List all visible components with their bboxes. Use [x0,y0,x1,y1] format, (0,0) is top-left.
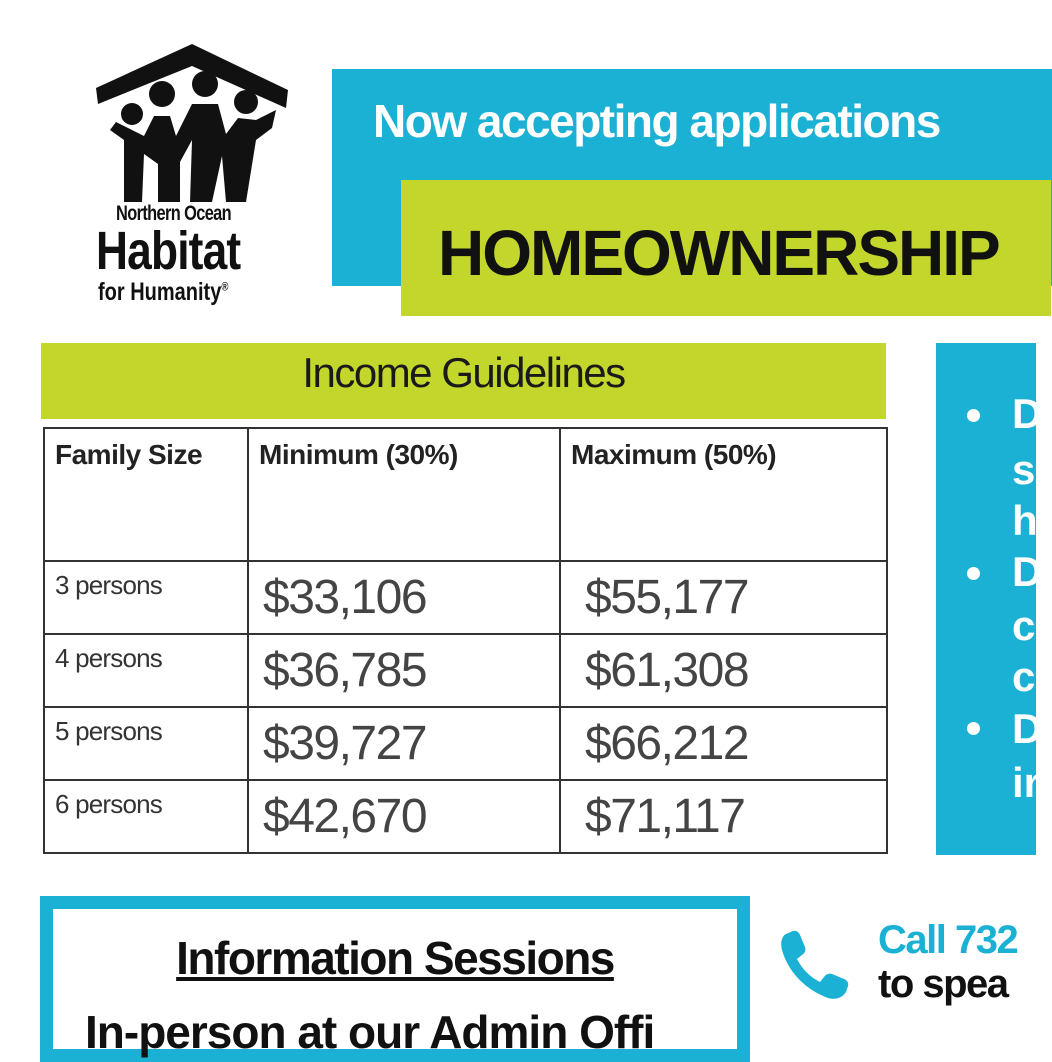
information-sessions-box [40,896,750,1062]
income-table [43,427,888,854]
program-title: HOMEOWNERSHIP [438,217,999,289]
information-sessions-title: Information Sessions [176,932,614,984]
minimum-income-cell: $33,106 [248,561,560,634]
registered-mark: ® [221,279,229,294]
call-speak-text: to spea [878,962,1008,1006]
family-size-cell: 4 persons [44,634,248,707]
table-row [44,634,887,707]
information-sessions-location: In-person at our Admin Offi [85,1006,655,1058]
maximum-income-cell: $55,177 [560,561,887,634]
bullet-text-fragment: s [1012,446,1036,493]
bullet-text-fragment: h [1012,497,1038,544]
logo-org-line3-text: for Humanity [98,278,222,306]
income-guidelines-title: Income Guidelines [302,349,625,396]
column-header-minimum: Minimum (30%) [248,428,560,561]
family-size-cell: 5 persons [44,707,248,780]
bullet-dot [967,409,980,422]
logo-org-line3 [98,280,228,305]
bullet-text-fragment: D [1012,548,1043,595]
table-row [44,780,887,853]
bullet-dot [967,722,980,735]
logo-org-line2: Habitat [96,221,241,281]
column-header-maximum: Maximum (50%) [560,428,887,561]
maximum-income-cell: $66,212 [560,707,887,780]
table-header-row [44,428,887,561]
family-size-cell: 6 persons [44,780,248,853]
call-phone-text: Call 732 [878,918,1018,962]
income-guidelines-header [41,343,886,419]
habitat-logo [92,44,302,314]
column-header-family-size: Family Size [44,428,248,561]
family-size-cell: 3 persons [44,561,248,634]
habitat-house-people-icon [96,44,286,204]
bullet-text-fragment: D [1012,390,1043,437]
logo-org-line1: Northern Ocean [116,202,232,225]
table-row [44,707,887,780]
maximum-income-cell: $71,117 [560,780,887,853]
bullet-text-fragment: c [1012,602,1036,649]
bullet-text-fragment: ir [1012,759,1041,806]
accepting-text: Now accepting applications [373,95,940,147]
minimum-income-cell: $42,670 [248,780,560,853]
bullet-text-fragment: D [1012,705,1043,752]
phone-icon [778,928,852,1002]
table-row [44,561,887,634]
bullet-dot [967,567,980,580]
maximum-income-cell: $61,308 [560,634,887,707]
bullet-text-fragment: c [1012,653,1036,700]
minimum-income-cell: $36,785 [248,634,560,707]
minimum-income-cell: $39,727 [248,707,560,780]
